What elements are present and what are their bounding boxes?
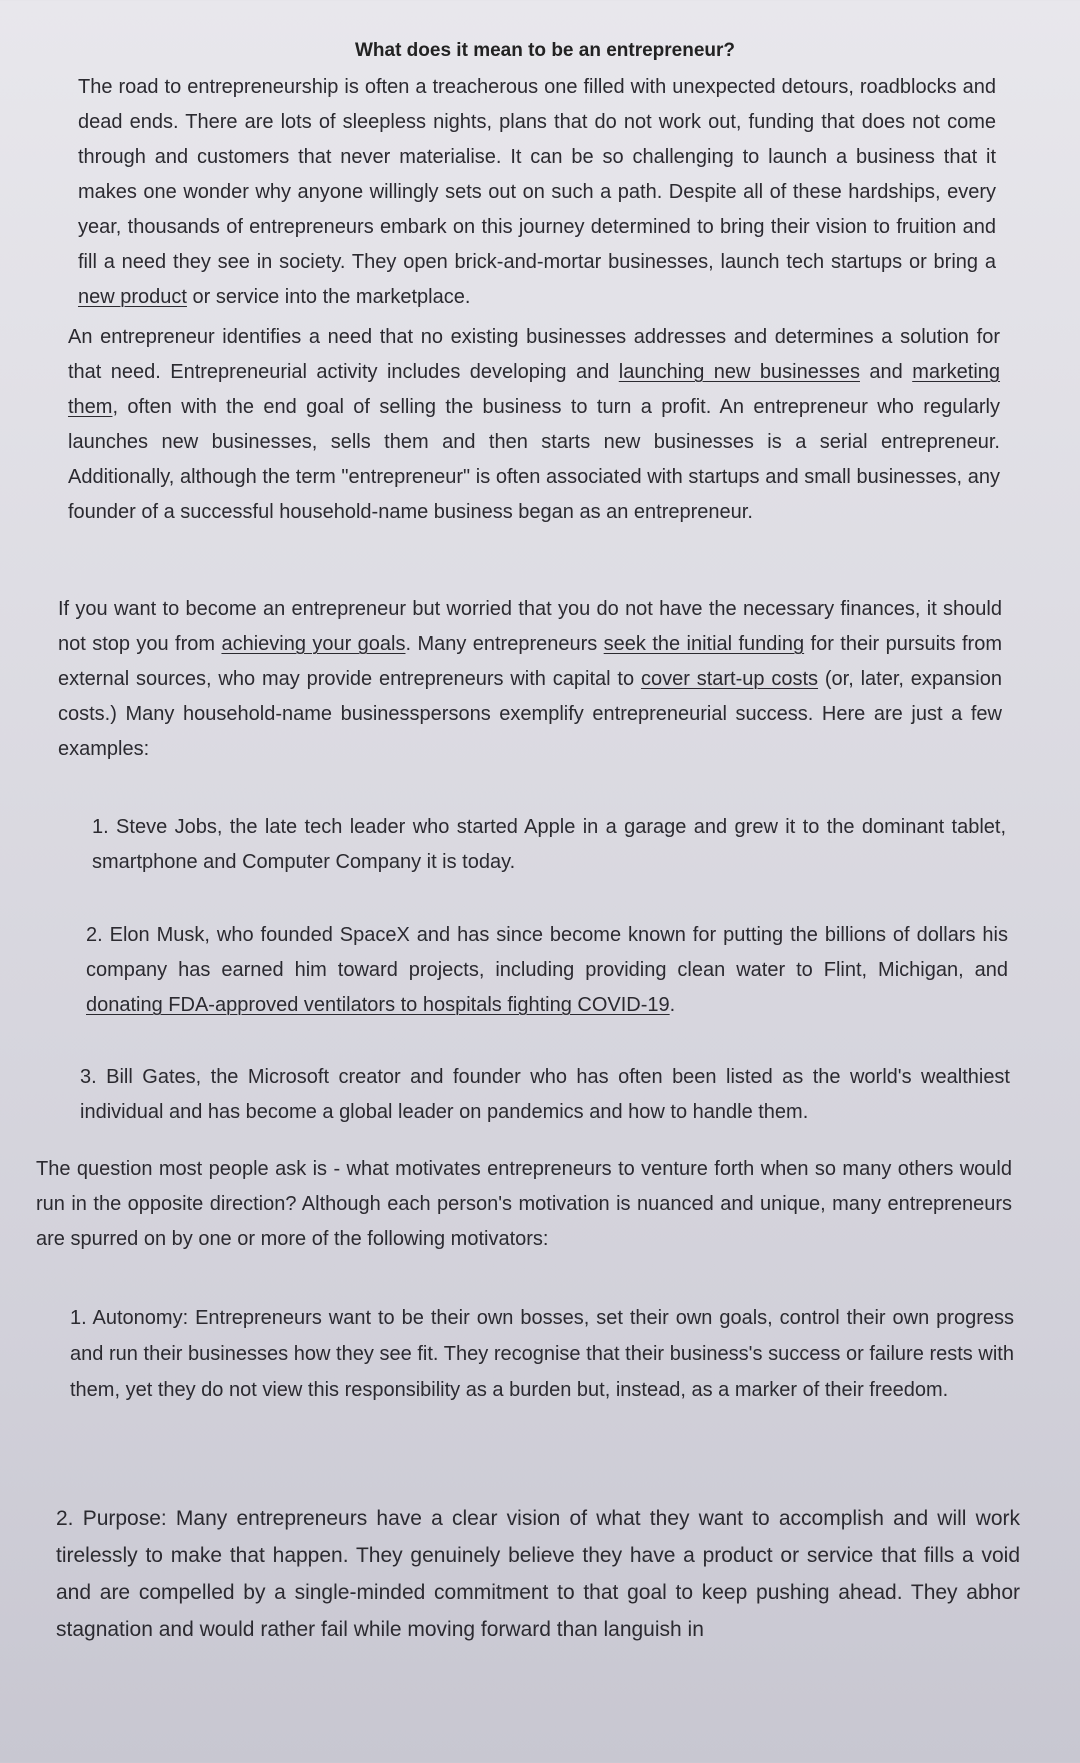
example-item-steve-jobs: 1. Steve Jobs, the late tech leader who started Apple in a garage and grew it to the dominant tablet, smartphone and Computer Company it is today. xyxy=(92,816,1006,873)
link-launching-new-businesses[interactable]: launching new businesses xyxy=(618,361,860,383)
text-run: If you want to become an entrepreneur but worried that you do not have the necessary finances, it should not stop you from xyxy=(58,598,1002,655)
link-marketing-them[interactable]: marketing them xyxy=(68,361,1001,418)
text-run: The road to entrepreneurship is often a treacherous one filled with unexpected detours, roadblocks and dead ends. There are lots of sleepless nights, plans that do not work out, funding that does not come through and customers that never materialise. It can be so challenging to launch a business that it makes one wonder why anyone willingly sets out on such a path. Despite all of these hardships, every year, thousands of entrepreneurs embark on this journey determined to bring their vision to fruition and fill a need they see in society. They open brick-and-mortar businesses, launch tech startups or bring a xyxy=(78,76,996,273)
link-seek-initial-funding[interactable]: seek the initial funding xyxy=(603,633,805,655)
link-cover-start-up-costs[interactable]: cover start-up costs xyxy=(640,668,819,690)
motivator-item-purpose: 2. Purpose: Many entrepreneurs have a clear vision of what they want to accomplish and will work tirelessly to make that happen. They genuinely believe they have a product or service that fills a void and are compelled by a single-minded commitment to that goal to keep pushing ahead. They abhor stagnation and would rather fail while moving forward than languish in xyxy=(56,1507,1020,1641)
text-run: , often with the end goal of selling the business to turn a profit. An entrepreneur who regularly launches new businesses, sells them and then starts new businesses is a serial entrepreneur. Additionally, although the term "entrepreneur" is often associated with startups and small businesses, any founder of a successful household-name business began as an entrepreneur. xyxy=(68,396,1000,523)
motivator-item-autonomy: 1. Autonomy: Entrepreneurs want to be their own bosses, set their own goals, control their own progress and run their businesses how they see fit. They recognise that their business's success or failure rests with them, yet they do not view this responsibility as a burden but, instead, as a marker of their freedom. xyxy=(70,1307,1014,1401)
intro-paragraph xyxy=(78,70,996,315)
text-run: for their pursuits from external sources, who may provide entrepreneurs with capital to xyxy=(58,633,1002,690)
text-run: . xyxy=(669,994,676,1016)
text-run: or service into the marketplace. xyxy=(186,286,471,308)
funding-paragraph xyxy=(58,592,1002,767)
motivation-question-paragraph: The question most people ask is - what motivates entrepreneurs to venture forth when so many others would run in the opposite direction? Although each person's motivation is nuanced and unique, many entrepreneurs are spurred on by one or more of the following motivators: xyxy=(36,1158,1012,1250)
text-run: and xyxy=(859,361,913,383)
text-run: 2. Elon Musk, who founded SpaceX and has since become known for putting the billions of dollars his company has earned him toward projects, including providing clean water to Flint, Michigan, and xyxy=(86,924,1008,981)
link-new-product[interactable]: new product xyxy=(78,286,187,308)
text-run: . Many entrepreneurs xyxy=(405,633,604,655)
link-achieving-your-goals[interactable]: achieving your goals xyxy=(221,633,406,655)
example-item-bill-gates: 3. Bill Gates, the Microsoft creator and founder who has often been listed as the world's wealthiest individual and has become a global leader on pandemics and how to handle them. xyxy=(80,1066,1010,1123)
page-title: What does it mean to be an entrepreneur? xyxy=(354,40,736,61)
text-run: An entrepreneur identifies a need that no existing businesses addresses and determines a solution for that need. Entrepreneurial activity includes developing and xyxy=(68,326,1000,383)
text-run: (or, later, expansion costs.) Many household-name businesspersons exemplify entrepreneurial success. Here are just a few examples: xyxy=(58,668,1002,760)
definition-paragraph xyxy=(68,320,1000,530)
link-donating-ventilators[interactable]: donating FDA-approved ventilators to hospitals fighting COVID-19 xyxy=(86,994,670,1016)
example-item-elon-musk xyxy=(86,918,1008,1023)
